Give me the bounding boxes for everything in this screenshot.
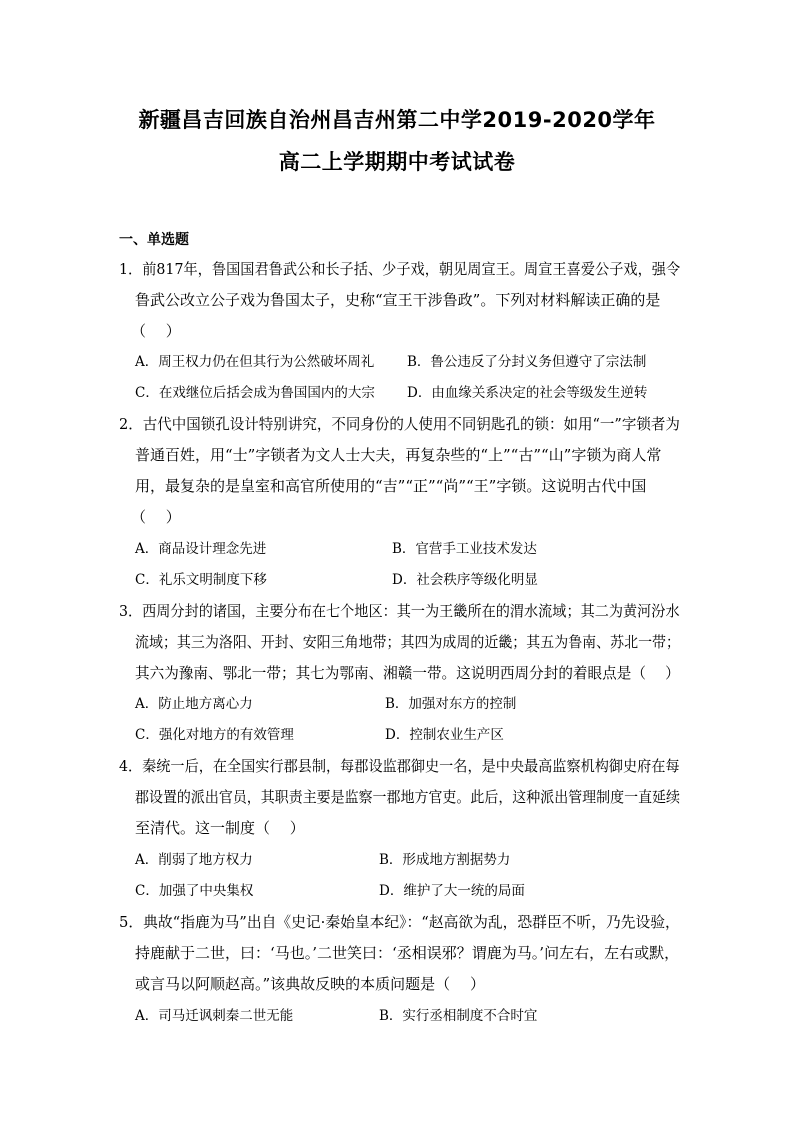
q1-option-d: D．由血缘关系决定的社会等级发生逆转 [407, 385, 648, 401]
q4-line2: 郡设置的派出官员，其职责主要是监察一郡地方官吏。此后，这种派出管理制度一直延续 [135, 788, 681, 806]
q4-option-a: A．削弱了地方权力 [135, 852, 253, 868]
q3-line2: 流域；其三为洛阳、开封、安阳三角地带；其四为成周的近畿；其五为鲁南、苏北一带； [135, 633, 681, 651]
q3-option-d: D．控制农业生产区 [385, 727, 504, 743]
q2-line3: 用，最复杂的是皇室和高官所使用的“吉”“正”“尚”“王”字锁。这说明古代中国 [135, 477, 647, 495]
q3-line3: 其六为豫南、鄂北一带；其七为鄂南、湘赣一带。这说明西周分封的着眼点是（ ） [135, 664, 680, 682]
q4-line3: 至清代。这一制度（ ） [135, 819, 305, 837]
q3-option-c: C．强化对地方的有效管理 [135, 727, 294, 743]
q5-line1: 5．典故“指鹿为马”出自《史记·秦始皇本纪》：“赵高欲为乱，恐群臣不听，乃先设验， [119, 913, 680, 931]
q1-option-c: C．在戏继位后括会成为鲁国国内的大宗 [135, 385, 375, 401]
q4-option-c: C．加强了中央集权 [135, 883, 254, 899]
q3-line1: 3．西周分封的诸国，主要分布在七个地区：其一为王畿所在的渭水流域；其二为黄河汾水 [119, 602, 680, 620]
q2-line4: （ ） [131, 508, 181, 526]
q2-option-b: B．官营手工业技术发达 [392, 541, 537, 557]
q1-option-b: B．鲁公违反了分封义务但遵守了宗法制 [407, 354, 647, 370]
q1-option-a: A．周王权力仍在但其行为公然破坏周礼 [135, 354, 375, 370]
q5-line2: 持鹿献于二世，曰：‘马也。’二世笑曰：‘丞相误邪？谓鹿为马。’问左右，左右或默， [135, 944, 680, 962]
q2-option-a: A．商品设计理念先进 [135, 541, 267, 557]
q1-line3: （ ） [131, 322, 181, 340]
q3-option-b: B．加强对东方的控制 [385, 696, 517, 712]
q5-line3: 或言马以阿顺赵高。”该典故反映的本质问题是（ ） [135, 975, 485, 993]
q3-option-a: A．防止地方离心力 [135, 696, 253, 712]
section-heading: 一、单选题 [119, 232, 189, 248]
q4-option-d: D．维护了大一统的局面 [379, 883, 525, 899]
q2-option-c: C．礼乐文明制度下移 [135, 572, 267, 588]
exam-title-line1: 新疆昌吉回族自治州昌吉州第二中学2019-2020学年 [138, 108, 656, 132]
exam-title-line2: 高二上学期期中考试试卷 [278, 150, 516, 174]
q1-line1: 1．前817年，鲁国国君鲁武公和长子括、少子戏，朝见周宣王。周宣王喜爱公子戏，强令 [119, 260, 681, 278]
q2-line1: 2．古代中国锁孔设计特别讲究，不同身份的人使用不同钥匙孔的锁：如用“一”字锁者为 [119, 415, 680, 433]
q4-option-b: B．形成地方割据势力 [379, 852, 511, 868]
q5-option-a: A．司马迁讽刺秦二世无能 [135, 1008, 294, 1024]
q5-option-b: B．实行丞相制度不合时宜 [379, 1008, 538, 1024]
q2-option-d: D．社会秩序等级化明显 [392, 572, 538, 588]
q2-line2: 普通百姓，用“士”字锁者为文人士大夫，再复杂些的“上”“古”“山”字锁为商人常 [135, 446, 662, 464]
q1-line2: 鲁武公改立公子戏为鲁国太子，史称“宣王干涉鲁政”。下列对材料解读正确的是 [135, 291, 661, 309]
q4-line1: 4．秦统一后，在全国实行郡县制，每郡设监郡御史一名，是中央最高监察机构御史府在每 [119, 757, 680, 775]
